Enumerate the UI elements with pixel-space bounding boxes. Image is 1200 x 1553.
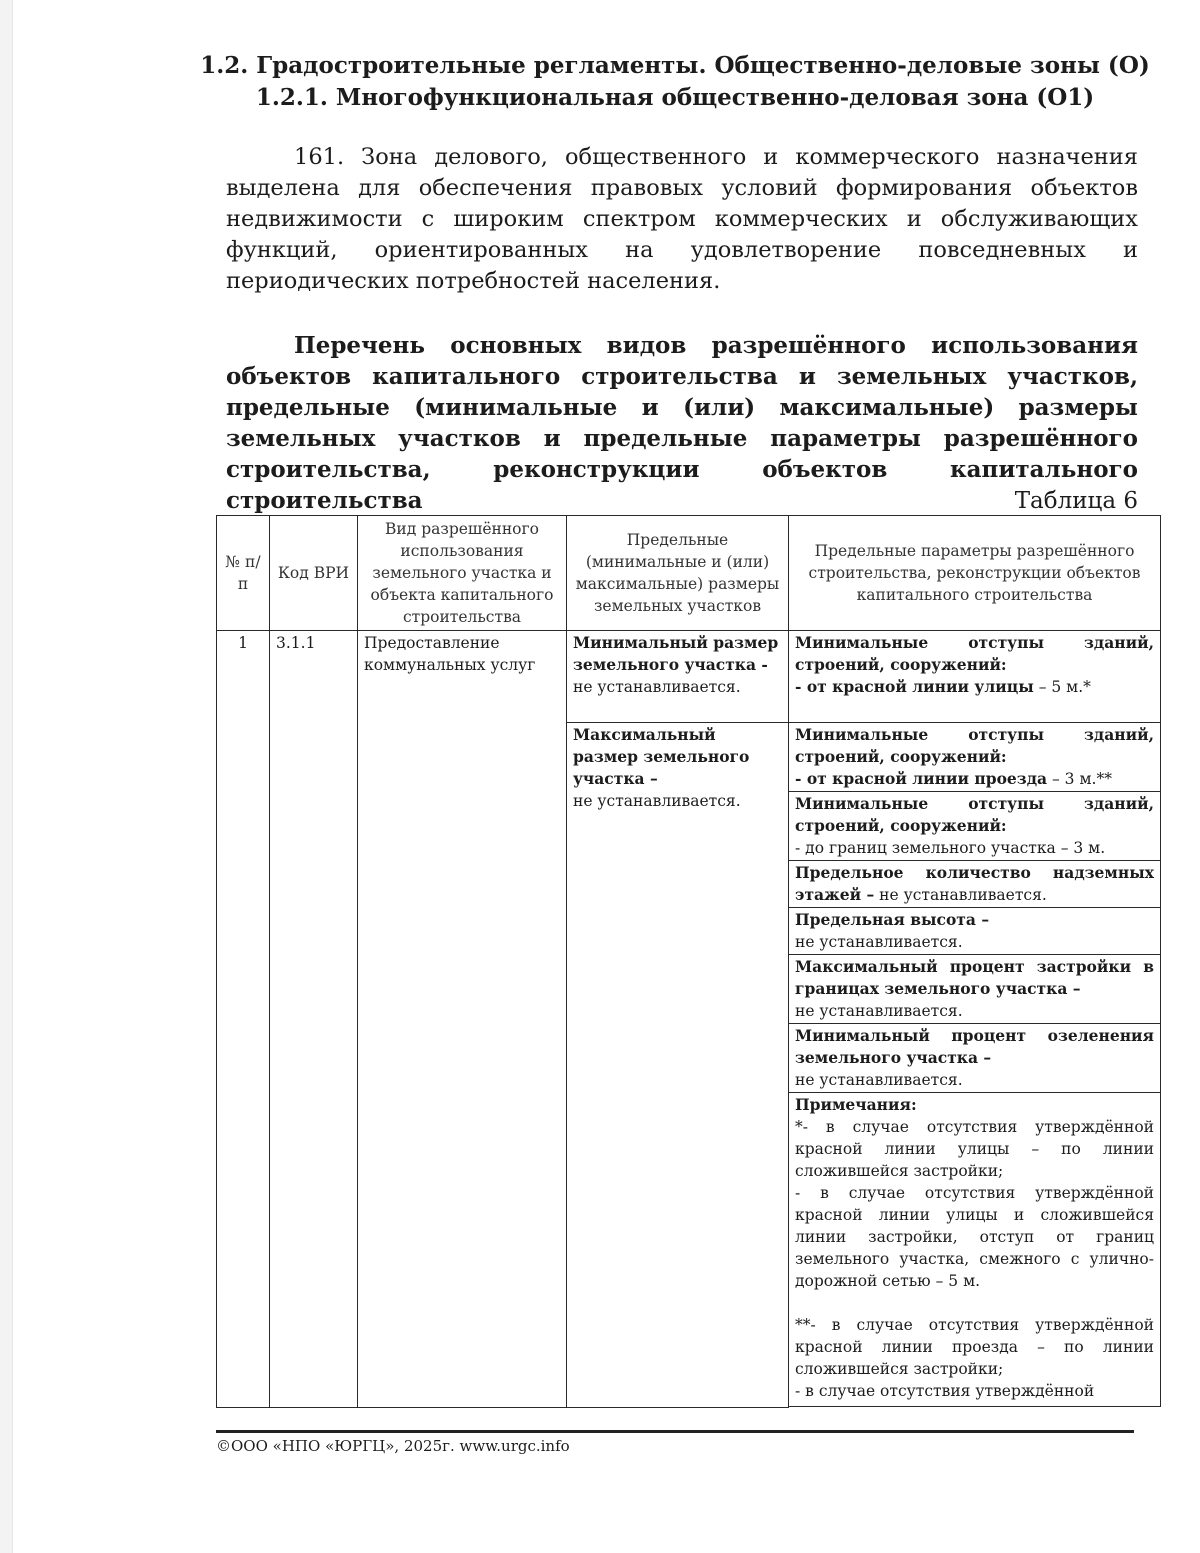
max-size-label: Максимальный размер земельного участка –: [573, 725, 750, 788]
header-code: Код ВРИ: [270, 516, 358, 631]
param-1-value: – 5 м.*: [1033, 678, 1091, 696]
param-red-line-passage: [789, 723, 1161, 792]
note-3: **- в случае отсутствия утверждённой красной линии проезда – по линии сложившейся застройки;: [795, 1316, 1154, 1378]
row-code: 3.1.1: [270, 631, 358, 1408]
subsection-heading: 1.2.1. Многофункциональная общественно-деловая зона (О1): [255, 84, 1095, 111]
scan-edge: [0, 0, 13, 1553]
regulations-table: [216, 515, 1161, 1408]
header-kind: Вид разрешённого использования земельного участка и объекта капитального строительства: [358, 516, 567, 631]
param-2-value: – 3 м.**: [1047, 770, 1112, 788]
param-green-percent: [789, 1024, 1161, 1093]
param-5-value: не устанавливается.: [795, 933, 963, 951]
max-size-cell: [567, 723, 789, 1408]
param-height: [789, 908, 1161, 955]
header-sizes: Предельные (минимальные и (или) максимальные) размеры земельных участков: [567, 516, 789, 631]
param-2-line-label: - от красной линии проезда: [795, 769, 1048, 788]
param-2-label: Минимальные отступы зданий, строений, сооружений:: [795, 725, 1154, 766]
param-3-value: - до границ земельного участка – 3 м.: [795, 839, 1106, 857]
section-heading: 1.2. Градостроительные регламенты. Общественно-деловые зоны (О): [200, 52, 1150, 79]
header-num: № п/п: [217, 516, 270, 631]
table-row: [217, 631, 1161, 723]
param-6-label: Максимальный процент застройки в границах земельного участка –: [795, 957, 1154, 998]
row-num: 1: [217, 631, 270, 1408]
table-caption: Таблица 6: [1014, 488, 1138, 514]
row-kind: Предоставление коммунальных услуг: [358, 631, 567, 1408]
param-floors: [789, 861, 1161, 908]
min-size-value: не устанавливается.: [573, 678, 741, 696]
param-1-line-label: - от красной линии улицы: [795, 677, 1034, 696]
max-size-value: не устанавливается.: [573, 792, 741, 810]
table-header-row: [217, 516, 1161, 631]
param-4-value: не устанавливается.: [874, 886, 1047, 904]
min-size-label: Минимальный размер земельного участка -: [573, 633, 779, 674]
param-5-label: Предельная высота –: [795, 910, 990, 929]
param-plot-boundary: [789, 792, 1161, 861]
param-7-value: не устанавливается.: [795, 1071, 963, 1089]
note-1: *- в случае отсутствия утверждённой красной линии улицы – по линии сложившейся застройки;: [795, 1118, 1154, 1180]
param-4-label: Предельное количество надземных этажей –: [795, 863, 1154, 904]
footer-copyright: ©ООО «НПО «ЮРГЦ», 2025г. www.urgc.info: [216, 1437, 570, 1455]
header-params: Предельные параметры разрешённого строительства, реконструкции объектов капитального строительства: [789, 516, 1161, 631]
note-2: - в случае отсутствия утверждённой красной линии улицы и сложившейся линии застройки, отступ от границ земельного участка, смежного с улично-дорожной сетью – 5 м.: [795, 1184, 1154, 1290]
param-7-label: Минимальный процент озеленения земельного участка –: [795, 1026, 1154, 1067]
param-6-value: не устанавливается.: [795, 1002, 963, 1020]
param-3-label: Минимальные отступы зданий, строений, сооружений:: [795, 794, 1154, 835]
notes-title: Примечания:: [795, 1095, 917, 1114]
note-4: - в случае отсутствия утверждённой: [795, 1382, 1095, 1400]
param-build-percent: [789, 955, 1161, 1024]
min-size-cell: [567, 631, 789, 723]
param-1-label: Минимальные отступы зданий, строений, сооружений:: [795, 633, 1154, 674]
param-red-line-street: [789, 631, 1161, 723]
footer-divider: [216, 1430, 1134, 1433]
list-title: Перечень основных видов разрешённого использования объектов капитального строительства и земельных участков, предельные (минимальные и (или) максимальные) размеры земельных участков и предельные параметры разрешённого строительства, реконструкции объектов капитального строительства: [226, 332, 1138, 514]
notes-cell: [789, 1093, 1161, 1407]
zone-description-paragraph: 161. Зона делового, общественного и коммерческого назначения выделена для обеспечения правовых условий формирования объектов недвижимости с широким спектром коммерческих и обслуживающих функций, ориентированных на удовлетворение повседневных и периодических потребностей населения.: [226, 144, 1138, 294]
